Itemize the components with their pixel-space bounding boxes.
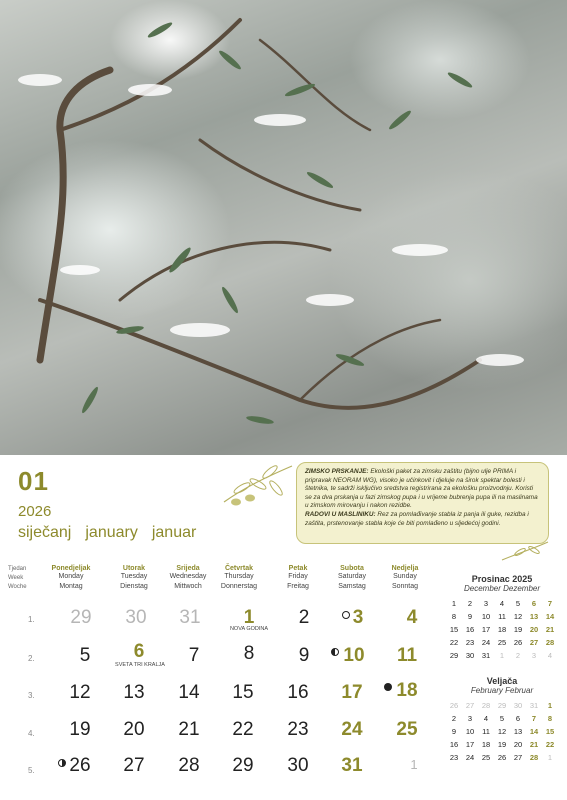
weekday-header (324, 565, 380, 592)
month-name-de: januar (151, 524, 197, 541)
mini-day-cell: 21 (529, 740, 539, 749)
week-number: 4. (28, 729, 35, 738)
mini-day-cell: 3 (467, 714, 473, 723)
mini-day-cell: 10 (481, 612, 491, 621)
week-number: 1. (28, 615, 35, 624)
mini-calendar-title: Prosinac 2025 (471, 574, 533, 584)
day-cell: 31 (341, 755, 363, 776)
mini-day-cell: 10 (465, 727, 475, 736)
weekday-en: Friday (288, 573, 308, 580)
mini-day-cell: 31 (529, 701, 539, 710)
day-cell: 4 (406, 607, 418, 628)
olive-sprig-small-icon (500, 540, 550, 564)
mini-calendar-subtitle: February Februar (470, 686, 534, 695)
weekday-en: Saturday (337, 573, 367, 580)
mini-day-cell: 4 (483, 714, 489, 723)
week-number: 2. (28, 654, 35, 663)
mini-day-cell: 30 (513, 701, 523, 710)
mini-day-cell: 11 (498, 612, 506, 621)
week-label-de: Woche (8, 584, 27, 590)
mini-day-cell: 18 (481, 740, 491, 749)
mini-day-cell: 5 (499, 714, 505, 723)
mini-day-cell: 27 (465, 701, 475, 710)
day-cell: 20 (123, 719, 145, 740)
mini-day-cell: 26 (513, 638, 523, 647)
mini-day-cell: 22 (449, 638, 459, 647)
mini-day-cell: 16 (465, 625, 475, 634)
weekday-de: Samstag (338, 583, 366, 590)
day-cell: 30 (125, 607, 147, 628)
month-name-hr: siječanj (18, 524, 72, 541)
mini-day-cell: 15 (545, 727, 555, 736)
day-cell: 9 (298, 645, 310, 666)
mini-day-cell: 14 (529, 727, 539, 736)
mini-day-cell: 4 (499, 599, 505, 608)
weekday-header (270, 565, 326, 592)
mini-day-cell: 7 (547, 599, 553, 608)
weekday-de: Sonntag (391, 583, 419, 590)
mini-day-cell: 29 (497, 701, 507, 710)
week-label (8, 565, 34, 592)
weekday-header (211, 565, 267, 592)
mini-day-cell: 13 (513, 727, 523, 736)
week-number: 5. (28, 766, 35, 775)
weekday-header (377, 565, 433, 592)
weekday-hr: Nedjelja (391, 565, 419, 572)
day-cell: 3 (352, 607, 364, 628)
weekday-hr: Petak (288, 565, 308, 572)
mini-day-cell: 28 (545, 638, 555, 647)
mini-day-cell: 12 (497, 727, 507, 736)
mini-day-cell: 24 (465, 753, 475, 762)
mini-day-cell: 2 (451, 714, 457, 723)
tips-title-2: RADOVI U MASLINIKU: (305, 510, 376, 518)
tips-text-2: Rez za pomlađivanje stabla iz panja ili guke, rezidba i zaštita, prstenovanje stabla koje će biti pomlađeno u sljedećoj godini. (305, 510, 529, 527)
holiday-label: SVETA TRI KRALJA (115, 662, 165, 668)
mini-day-cell: 1 (499, 651, 505, 660)
weekday-hr: Utorak (122, 565, 146, 572)
mini-day-cell: 28 (529, 753, 539, 762)
weekday-hr: Subota (340, 565, 364, 572)
mini-day-cell: 6 (531, 599, 537, 608)
mini-day-cell: 21 (545, 625, 555, 634)
day-cell: 21 (178, 719, 200, 740)
week-label-hr: Tjedan (8, 566, 27, 572)
day-cell: 26 (69, 755, 91, 776)
mini-day-cell: 30 (465, 651, 475, 660)
mini-day-cell: 2 (467, 599, 473, 608)
day-cell: 31 (179, 607, 201, 628)
mini-day-cell: 8 (547, 714, 553, 723)
weekday-hr: Ponedjeljak (51, 565, 91, 572)
day-cell: 2 (298, 607, 310, 628)
mini-day-cell: 17 (465, 740, 475, 749)
mini-day-cell: 2 (515, 651, 521, 660)
mini-day-cell: 1 (451, 599, 457, 608)
day-cell: 29 (70, 607, 92, 628)
mini-day-cell: 1 (547, 701, 553, 710)
mini-day-cell: 20 (513, 740, 523, 749)
weekday-header (106, 565, 162, 592)
mini-day-cell: 8 (451, 612, 457, 621)
mini-day-cell: 24 (481, 638, 491, 647)
week-number: 3. (28, 691, 35, 700)
day-cell: 19 (69, 719, 91, 740)
mini-day-cell: 23 (465, 638, 475, 647)
weekday-de: Dienstag (120, 583, 148, 590)
mini-day-cell: 20 (529, 625, 539, 634)
mini-day-cell: 9 (451, 727, 457, 736)
weekday-de: Montag (59, 583, 83, 590)
mini-day-cell: 11 (482, 727, 490, 736)
day-cell: 17 (341, 682, 363, 703)
day-cell: 12 (69, 682, 91, 703)
day-cell: 5 (79, 645, 91, 666)
mini-day-cell: 18 (497, 625, 507, 634)
mini-day-cell: 1 (547, 753, 553, 762)
mini-day-cell: 29 (449, 651, 459, 660)
day-cell: 11 (396, 645, 418, 666)
mini-day-cell: 31 (481, 651, 491, 660)
day-cell-holiday: 6 (133, 641, 145, 662)
day-cell: 29 (232, 755, 254, 776)
day-cell: 18 (396, 680, 418, 701)
mini-day-cell: 16 (449, 740, 459, 749)
year: 2026 (18, 503, 52, 520)
weekday-header (43, 565, 99, 592)
mini-day-cell: 12 (513, 612, 523, 621)
mini-day-cell: 25 (481, 753, 491, 762)
mini-day-cell: 5 (515, 599, 521, 608)
weekday-hr: Četvrtak (224, 565, 253, 572)
weekday-de: Donnerstag (220, 583, 258, 590)
mini-calendar-grid (446, 701, 558, 762)
mini-day-cell: 14 (545, 612, 555, 621)
day-cell: 7 (188, 645, 200, 666)
holiday-label: NOVA GODINA (229, 626, 269, 632)
day-cell: 14 (178, 682, 200, 703)
mini-day-cell: 4 (547, 651, 553, 660)
mini-day-cell: 23 (449, 753, 459, 762)
day-cell: 25 (396, 719, 418, 740)
olive-sprig-icon (218, 458, 298, 518)
mini-day-cell: 28 (481, 701, 491, 710)
mini-day-cell: 3 (531, 651, 537, 660)
mini-day-cell: 19 (497, 740, 507, 749)
mini-day-cell: 3 (483, 599, 489, 608)
mini-calendar-grid (446, 599, 558, 660)
day-cell: 23 (287, 719, 309, 740)
mini-calendar-subtitle: December Dezember (463, 584, 541, 593)
weekday-hr: Srijeda (176, 565, 200, 572)
weekday-en: Sunday (393, 573, 417, 580)
mini-day-cell: 26 (497, 753, 507, 762)
week-label-en: Week (8, 575, 24, 581)
day-cell: 28 (178, 755, 200, 776)
mini-calendar-february (446, 676, 558, 762)
day-cell: 8 (243, 643, 255, 664)
day-cell: 15 (232, 682, 254, 703)
month-names (18, 524, 196, 542)
day-cell: 27 (123, 755, 145, 776)
mini-day-cell: 9 (467, 612, 473, 621)
mini-day-cell: 25 (497, 638, 507, 647)
day-cell: 30 (287, 755, 309, 776)
day-cell: 16 (287, 682, 309, 703)
mini-day-cell: 17 (481, 625, 491, 634)
month-header (18, 466, 51, 520)
mini-day-cell: 22 (545, 740, 555, 749)
weekday-en: Monday (58, 573, 84, 580)
day-cell: 22 (232, 719, 254, 740)
mini-day-cell: 19 (513, 625, 523, 634)
mini-calendar-december (446, 574, 558, 660)
day-cell: 13 (123, 682, 145, 703)
weekday-header (160, 565, 216, 592)
mini-day-cell: 15 (449, 625, 459, 634)
day-cell-holiday: 1 (243, 607, 255, 628)
mini-day-cell: 7 (531, 714, 537, 723)
day-cell: 10 (343, 645, 365, 666)
mini-day-cell: 27 (529, 638, 539, 647)
weekday-en: Tuesday (120, 573, 148, 580)
mini-day-cell: 13 (529, 612, 539, 621)
weekday-de: Mittwoch (174, 583, 202, 590)
mini-calendar-title: Veljača (486, 676, 518, 686)
day-cell: 1 (410, 757, 418, 772)
day-cell: 24 (341, 719, 363, 740)
month-name-en: january (85, 524, 138, 541)
mini-day-cell: 6 (515, 714, 521, 723)
mini-day-cell: 27 (513, 753, 523, 762)
tips-text-1: Ekološki paket za zimsku zaštitu (bijno ulje PRIMA i pripravak NEORAM WG), visoko je učinkovit i djeluje na širok spektar bolesti i štetnika, te sadrži isključivo sredstva registrirana za ekološku proizvodnju. Koristi se za dva prskanja u fazi zimskog pupa i u vrijeme bubrenja pupa ili na maslinama u zimskom mirovanju i nakon rezidbe. (305, 468, 538, 510)
tips-title-1: ZIMSKO PRSKANJE: (305, 468, 369, 475)
weekday-en: Wednesday (169, 573, 207, 580)
weekday-en: Thursday (224, 573, 254, 580)
weekday-de: Freitag (287, 583, 309, 590)
tips-box (296, 462, 549, 544)
mini-day-cell: 26 (449, 701, 459, 710)
month-number: 01 (18, 466, 49, 496)
